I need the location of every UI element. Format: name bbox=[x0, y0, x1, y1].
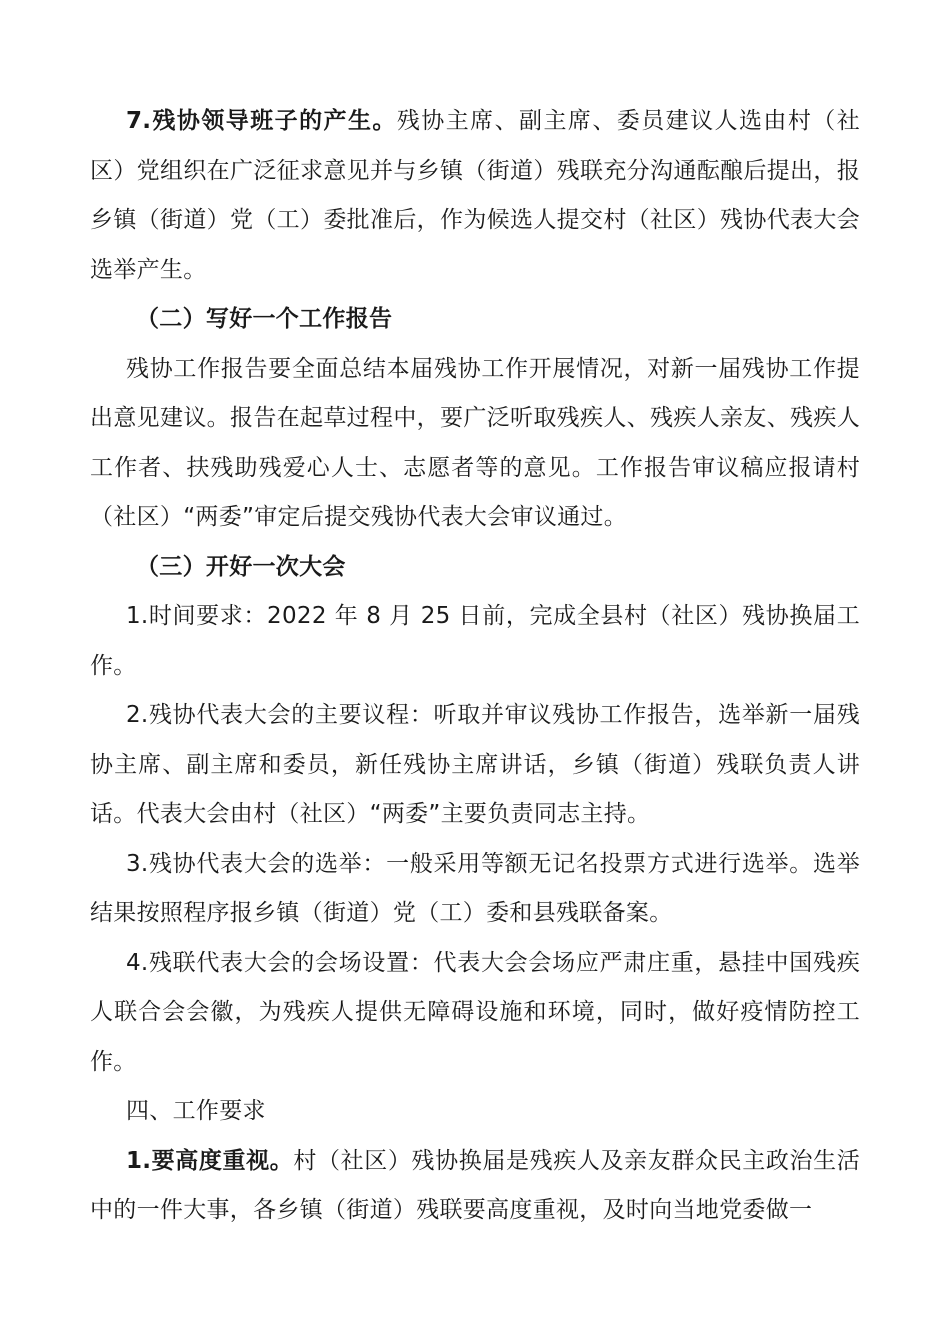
paragraph-lead-bold: 1.要高度重视。 bbox=[126, 1147, 294, 1174]
paragraph-election: 3.残协代表大会的选举：一般采用等额无记名投票方式进行选举。选举结果按照程序报乡镇（街道）党（工）委和县残联备案。 bbox=[90, 850, 860, 926]
paragraph-venue-setup: 4.残联代表大会的会场设置：代表大会会场应严肃庄重，悬挂中国残疾人联合会会徽，为残疾人提供无障碍设施和环境，同时，做好疫情防控工作。 bbox=[90, 949, 860, 1075]
paragraph-leadership-election bbox=[90, 97, 860, 295]
paragraph-text: 村（社区）残协换届是残疾人及亲友群众民主政治生活中的一件大事，各乡镇（街道）残联要高度重视，及时向当地党委做一 bbox=[90, 1147, 861, 1223]
paragraph-work-report: 残协工作报告要全面总结本届残协工作开展情况，对新一届残协工作提出意见建议。报告在起草过程中，要广泛听取残疾人、残疾人亲友、残疾人工作者、扶残助残爱心人士、志愿者等的意见。工作报告审议稿应报请村（社区）“两委”审定后提交残协代表大会审议通过。 bbox=[90, 355, 860, 530]
paragraph-text: 残协主席、副主席、委员建议人选由村（社区）党组织在广泛征求意见并与乡镇（街道）残联充分沟通酝酿后提出，报乡镇（街道）党（工）委批准后，作为候选人提交村（社区）残协代表大会选举产生。 bbox=[90, 108, 860, 283]
paragraph-high-attention bbox=[90, 1137, 860, 1236]
section-heading-work-requirements: 四、工作要求 bbox=[126, 1098, 266, 1124]
section-heading-work-report: （二）写好一个工作报告 bbox=[136, 306, 393, 332]
paragraph-time-requirement: 1.时间要求：2022 年 8 月 25 日前，完成全县村（社区）残协换届工作。 bbox=[90, 603, 860, 679]
paragraph-lead-bold: 7.残协领导班子的产生。 bbox=[126, 108, 397, 134]
paragraph-agenda: 2.残协代表大会的主要议程：听取并审议残协工作报告，选举新一届残协主席、副主席和委员，新任残协主席讲话，乡镇（街道）残联负责人讲话。代表大会由村（社区）“两委”主要负责同志主持。 bbox=[90, 702, 860, 827]
section-heading-conference: （三）开好一次大会 bbox=[136, 553, 346, 580]
document-body bbox=[90, 97, 860, 1236]
